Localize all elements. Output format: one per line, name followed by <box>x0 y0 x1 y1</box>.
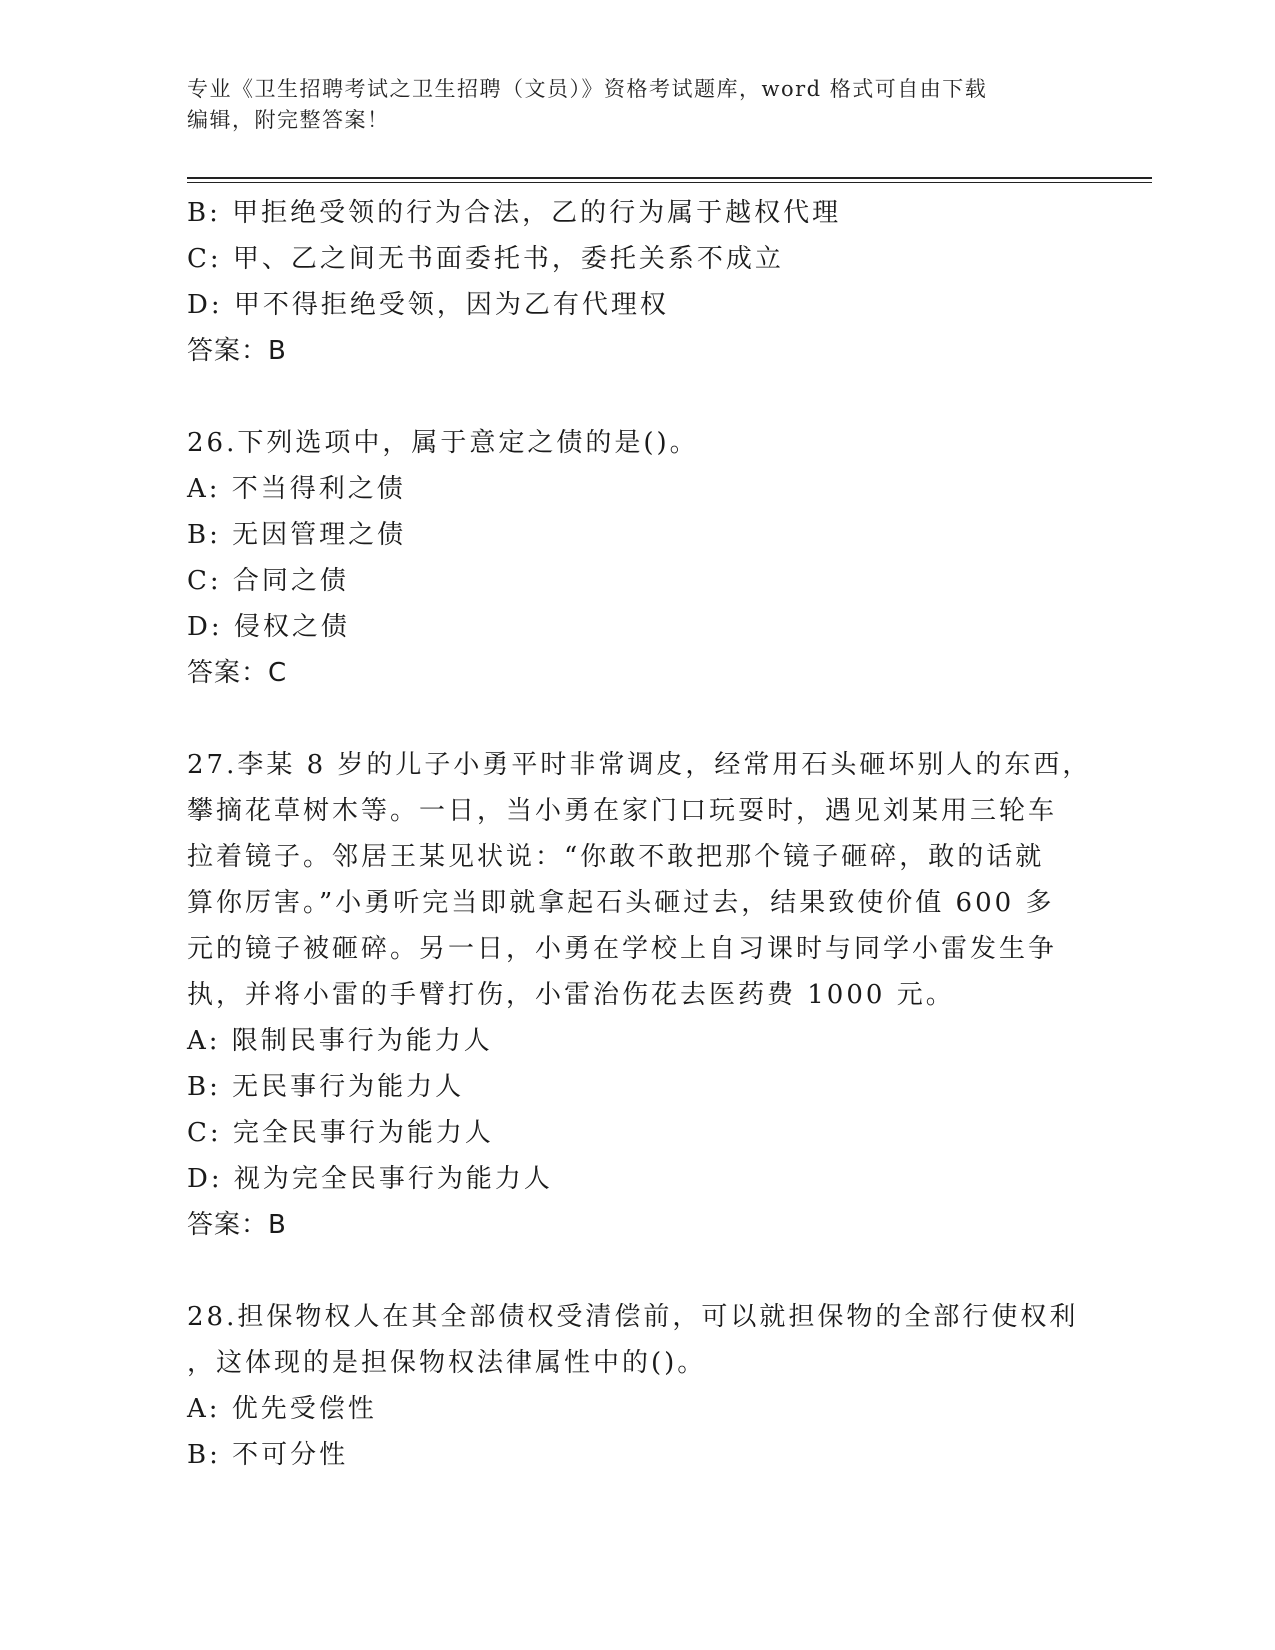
header-title-line-1: 专业《卫生招聘考试之卫生招聘（文员）》资格考试题库，word 格式可自由下载 <box>187 77 988 101</box>
question-text <box>187 1294 1107 1386</box>
question-list <box>187 190 1107 1478</box>
question-27 <box>187 742 1107 1248</box>
option-c: C: 完全民事行为能力人 <box>187 1118 494 1148</box>
page-header <box>187 74 1087 136</box>
spacer <box>187 1248 1107 1294</box>
option-a: A: 不当得利之债 <box>187 474 406 504</box>
option-a: A: 限制民事行为能力人 <box>187 1026 493 1056</box>
option-d: D: 视为完全民事行为能力人 <box>187 1164 553 1194</box>
header-title-line-2: 编辑，附完整答案！ <box>187 108 390 132</box>
header-divider-thin <box>187 182 1152 183</box>
answer-label: 答案：B <box>187 1210 287 1240</box>
question-25 <box>187 190 1107 374</box>
question-26 <box>187 420 1107 696</box>
question-text <box>187 742 1107 1018</box>
question-28 <box>187 1294 1107 1478</box>
question-line: 执，并将小雷的手臂打伤，小雷治伤花去医药费 1000 元。 <box>187 980 955 1010</box>
spacer <box>187 696 1107 742</box>
option-b: B: 无因管理之债 <box>187 520 407 550</box>
question-line: 元的镜子被砸碎。另一日，小勇在学校上自习课时与同学小雷发生争 <box>187 934 1058 964</box>
option-a: A: 优先受偿性 <box>187 1394 377 1424</box>
question-line: 27.李某 8 岁的儿子小勇平时非常调皮，经常用石头砸坏别人的东西， <box>187 750 1092 780</box>
option-b: B: 不可分性 <box>187 1440 349 1470</box>
option-b: B: 无民事行为能力人 <box>187 1072 465 1102</box>
option-c: C: 甲、乙之间无书面委托书，委托关系不成立 <box>187 244 784 274</box>
answer-label: 答案：C <box>187 658 288 688</box>
option-b: B: 甲拒绝受领的行为合法，乙的行为属于越权代理 <box>187 198 842 228</box>
question-line: 攀摘花草树木等。一日，当小勇在家门口玩耍时，遇见刘某用三轮车 <box>187 796 1058 826</box>
option-d: D: 侵权之债 <box>187 612 350 642</box>
answer-label: 答案：B <box>187 336 287 366</box>
option-d: D: 甲不得拒绝受领，因为乙有代理权 <box>187 290 669 320</box>
option-c: C: 合同之债 <box>187 566 349 596</box>
header-divider-thick <box>187 177 1152 179</box>
question-line: 28.担保物权人在其全部债权受清偿前，可以就担保物的全部行使权利 <box>187 1302 1079 1332</box>
question-text: 26.下列选项中，属于意定之债的是()。 <box>187 428 699 458</box>
spacer <box>187 374 1107 420</box>
question-line: ，这体现的是担保物权法律属性中的()。 <box>187 1348 707 1378</box>
question-line: 算你厉害。”小勇听完当即就拿起石头砸过去，结果致使价值 600 多 <box>187 888 1055 918</box>
question-line: 拉着镜子。邻居王某见状说：“你敢不敢把那个镜子砸碎，敢的话就 <box>187 842 1045 872</box>
